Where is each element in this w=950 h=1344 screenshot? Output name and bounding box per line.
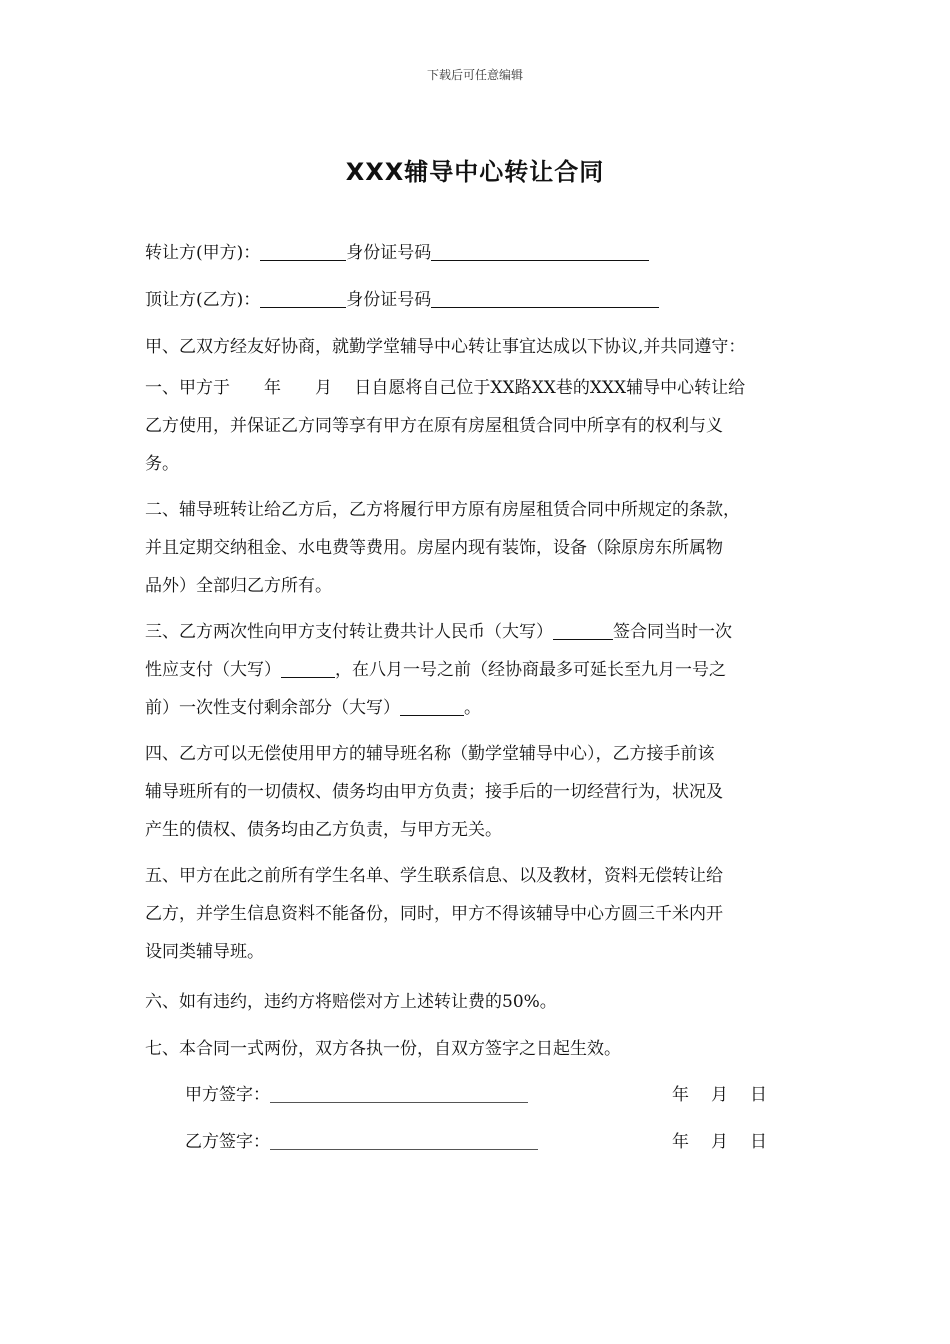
clause-5-line: 设同类辅导班。 xyxy=(145,942,264,962)
clause-4-line: 四、乙方可以无偿使用甲方的辅导班名称（勤学堂辅导中心），乙方接手前该 xyxy=(145,744,715,764)
party-a-id-blank xyxy=(431,244,649,261)
clause-1 xyxy=(145,369,825,483)
party-a-label: 转让方(甲方)： xyxy=(145,243,261,263)
clause-2-line: 二、辅导班转让给乙方后，乙方将履行甲方原有房屋租赁合同中所规定的条款， xyxy=(145,500,740,520)
day-label: 日 xyxy=(750,1132,767,1152)
clause-2-line: 品外）全部归乙方所有。 xyxy=(145,576,332,596)
header-note: 下载后可任意编辑 xyxy=(426,68,523,82)
clause-3 xyxy=(145,613,825,727)
party-b-id-blank xyxy=(431,291,659,308)
clause-1-line: 一、甲方于 年 月 日自愿将自己位于XX路XX巷的XXX辅导中心转让给 xyxy=(145,378,746,398)
signature-b-blank xyxy=(270,1133,538,1150)
month-label: 月 xyxy=(711,1132,728,1152)
clause-5 xyxy=(145,857,825,971)
month-label: 月 xyxy=(711,1085,728,1105)
clause-1-line: 务。 xyxy=(145,454,179,474)
clause-6: 六、如有违约，违约方将赔偿对方上述转让费的50%。 xyxy=(145,992,557,1012)
signature-a-label: 甲方签字： xyxy=(185,1085,270,1105)
clause-7: 七、本合同一式两份，双方各执一份，自双方签字之日起生效。 xyxy=(145,1039,621,1059)
party-b-label: 顶让方(乙方)： xyxy=(145,290,261,310)
clause-5-line: 乙方，并学生信息资料不能备份，同时，甲方不得该辅导中心方圆三千米内开 xyxy=(145,904,723,924)
intro-paragraph: 甲、乙双方经友好协商，就勤学堂辅导中心转让事宜达成以下协议,并共同遵守： xyxy=(145,337,746,357)
party-a-id-label: 身份证号码 xyxy=(346,243,432,263)
clause-3-text: 前）一次性支付剩余部分（大写） xyxy=(145,698,400,718)
clause-3-line xyxy=(145,651,825,689)
party-a-line xyxy=(145,238,649,263)
clause-3-text: ，在八月一号之前（经协商最多可延长至九月一号之 xyxy=(335,660,726,680)
clause-5-line: 五、甲方在此之前所有学生名单、学生联系信息、以及教材，资料无偿转让给 xyxy=(145,866,723,886)
document-title: XXX辅导中心转让合同 xyxy=(345,158,605,186)
party-a-name-blank xyxy=(260,244,346,261)
year-label: 年 xyxy=(672,1132,689,1152)
party-b-id-label: 身份证号码 xyxy=(346,290,432,310)
signature-a-blank xyxy=(270,1086,528,1103)
clause-3-line xyxy=(145,613,825,651)
clause-3-text: 性应支付（大写） xyxy=(145,660,281,680)
clause-4 xyxy=(145,735,825,849)
day-label: 日 xyxy=(750,1085,767,1105)
clause-3-line xyxy=(145,689,825,727)
clause-4-line: 辅导班所有的一切债权、债务均由甲方负责；接手后的一切经营行为，状况及 xyxy=(145,782,723,802)
clause-3-text: 签合同当时一次 xyxy=(613,622,732,642)
clause-2-line: 并且定期交纳租金、水电费等费用。房屋内现有装饰，设备（除原房东所属物 xyxy=(145,538,723,558)
fee-first-blank xyxy=(281,661,335,678)
signature-b xyxy=(185,1127,538,1152)
party-b-line xyxy=(145,285,659,310)
fee-total-blank xyxy=(553,623,613,640)
clause-3-text: 三、乙方两次性向甲方支付转让费共计人民币（大写） xyxy=(145,622,553,642)
clause-2 xyxy=(145,491,825,605)
clause-1-line: 乙方使用，并保证乙方同等享有甲方在原有房屋租赁合同中所享有的权利与义 xyxy=(145,416,723,436)
signature-b-label: 乙方签字： xyxy=(185,1132,270,1152)
signature-a xyxy=(185,1080,528,1105)
signature-a-date xyxy=(672,1080,767,1105)
party-b-name-blank xyxy=(260,291,346,308)
fee-remaining-blank xyxy=(400,699,464,716)
clause-3-text: 。 xyxy=(464,698,481,718)
signature-b-date xyxy=(672,1127,767,1152)
year-label: 年 xyxy=(672,1085,689,1105)
clause-4-line: 产生的债权、债务均由乙方负责，与甲方无关。 xyxy=(145,820,502,840)
